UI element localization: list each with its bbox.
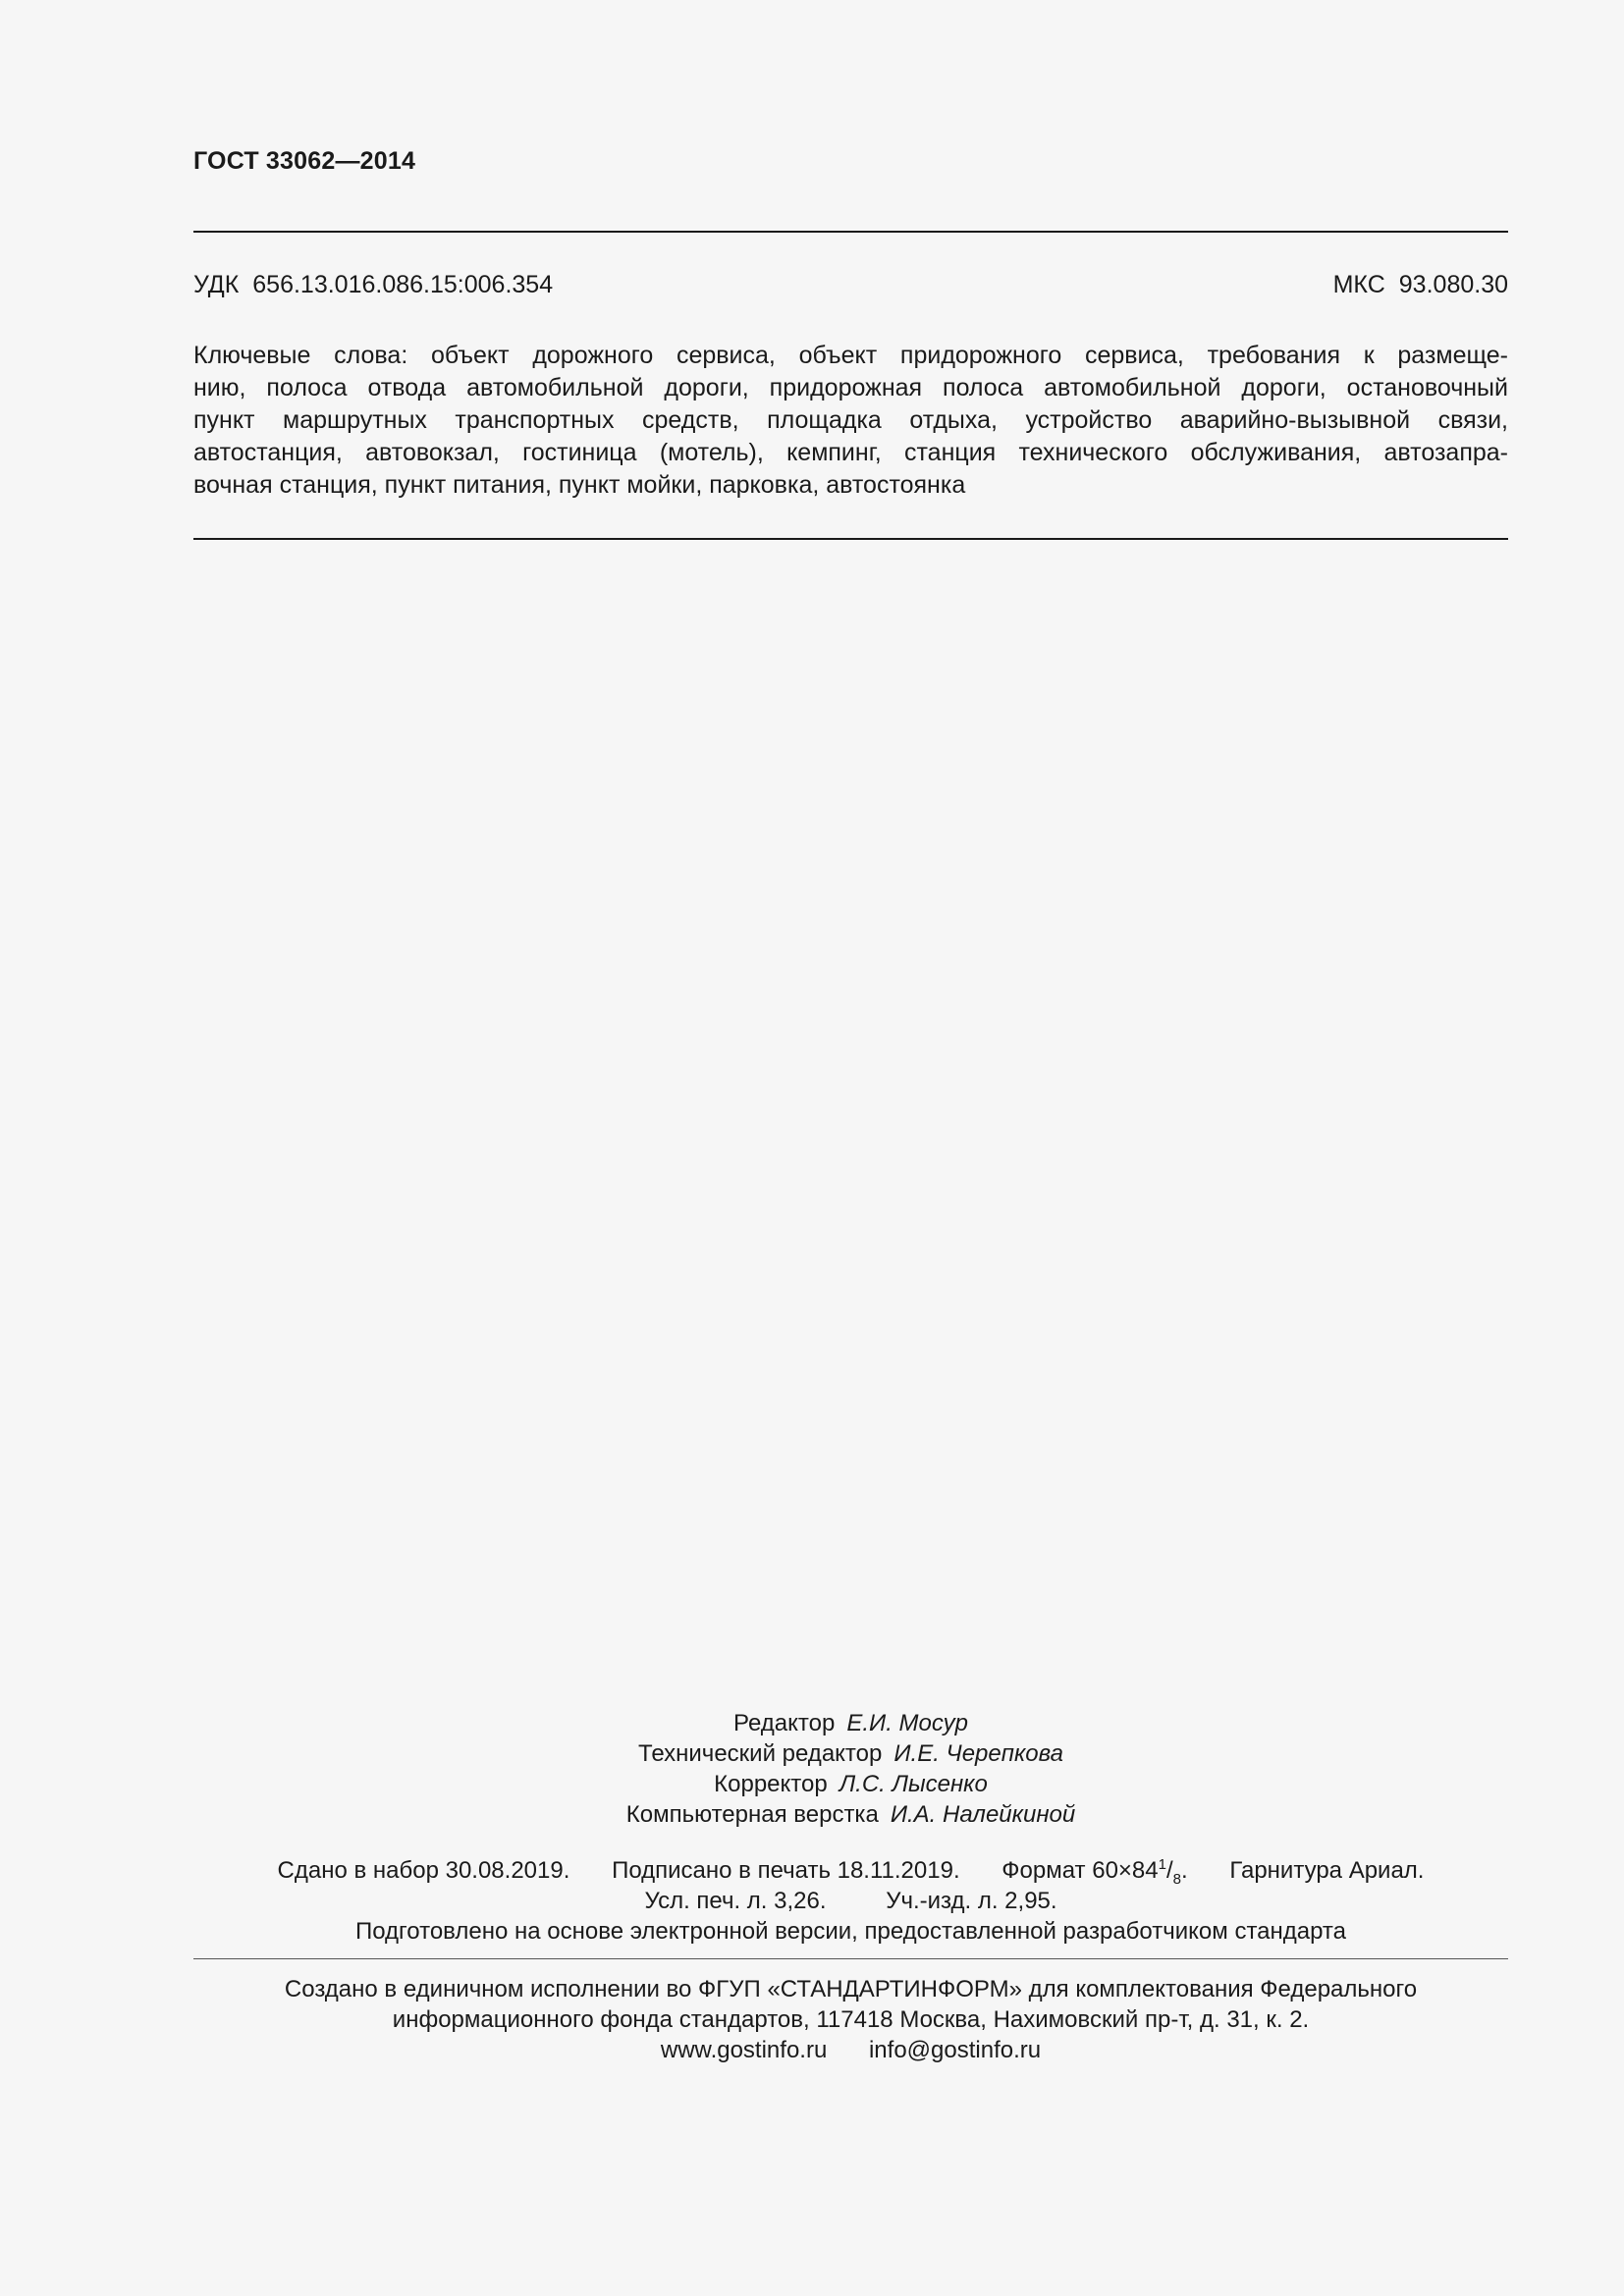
- contacts-row: [193, 2035, 1508, 2065]
- editor-name: Е.И. Мосур: [846, 1710, 968, 1736]
- proofreader-name: Л.С. Лысенко: [839, 1771, 988, 1797]
- format-suffix: .: [1180, 1857, 1188, 1884]
- footer-divider: [193, 1958, 1508, 1959]
- editor-label: Редактор: [733, 1710, 836, 1736]
- footer-line-1: Создано в единичном исполнении во ФГУП «СТАНДАРТИНФОРМ» для комплектования Федерального: [284, 1976, 1418, 2002]
- keywords-line: вочная станция, пункт питания, пункт мойки, парковка, автостоянка: [193, 471, 966, 499]
- tech-editor-row: [193, 1738, 1508, 1769]
- email-link[interactable]: info@gostinfo.ru: [868, 2037, 1042, 2063]
- keywords-line: автостанция, автовокзал, гостиница (мотель), кемпинг, станция технического обслуживания, автозапра-: [193, 439, 1508, 466]
- sheets-row: [193, 1886, 1508, 1916]
- submitted-date: Сдано в набор 30.08.2019.: [277, 1857, 570, 1884]
- mks-code: [1333, 271, 1508, 299]
- format: [1001, 1856, 1188, 1888]
- keywords-line: Ключевые слова: объект дорожного сервиса, объект придорожного сервиса, требования к размеще-: [193, 342, 1508, 369]
- print-details-row: [193, 1855, 1508, 1886]
- mks-label: МКС: [1332, 271, 1385, 298]
- layout-row: [193, 1799, 1508, 1830]
- layout-label: Компьютерная верстка: [625, 1801, 879, 1828]
- standard-code: ГОСТ 33062—2014: [193, 147, 416, 175]
- publisher-footer: [193, 1974, 1508, 2065]
- classification-row: [193, 271, 1508, 299]
- print-sheets: Усл. печ. л. 3,26.: [644, 1888, 827, 1914]
- keywords-line: нию, полоса отвода автомобильной дороги, придорожная полоса автомобильной дороги, остановочный: [193, 374, 1508, 401]
- print-info-block: [193, 1855, 1508, 1947]
- signed-date: Подписано в печать 18.11.2019.: [612, 1857, 960, 1884]
- keywords-line: пункт маршрутных транспортных средств, площадка отдыха, устройство аварийно-вызывной связи,: [193, 406, 1508, 434]
- proofreader-label: Корректор: [714, 1771, 828, 1797]
- layout-name: И.А. Налейкиной: [890, 1801, 1076, 1828]
- udk-value: 656.13.016.086.15:006.354: [252, 271, 554, 298]
- udk-code: [193, 271, 553, 299]
- typeface: Гарнитура Ариал.: [1229, 1857, 1425, 1884]
- mks-value: 93.080.30: [1398, 271, 1508, 298]
- footer-line-2: информационного фонда стандартов, 117418 Москва, Нахимовский пр-т, д. 31, к. 2.: [392, 2006, 1310, 2033]
- website-link[interactable]: www.gostinfo.ru: [660, 2037, 828, 2063]
- tech-editor-label: Технический редактор: [638, 1740, 883, 1767]
- udk-label: УДК: [193, 271, 240, 298]
- keywords-divider: [193, 538, 1508, 540]
- edition-sheets: Уч.-изд. л. 2,95.: [886, 1888, 1057, 1914]
- format-sup: 1: [1158, 1856, 1166, 1873]
- format-sep: /: [1165, 1857, 1173, 1884]
- keywords-paragraph: [193, 340, 1508, 502]
- format-prefix: Формат 60×84: [1001, 1857, 1159, 1884]
- tech-editor-name: И.Е. Черепкова: [893, 1740, 1063, 1767]
- prepared-note: Подготовлено на основе электронной версии, предоставленной разработчиком стандарта: [354, 1918, 1347, 1945]
- top-divider: [193, 231, 1508, 233]
- format-sub: 8: [1172, 1870, 1181, 1888]
- credits-block: [193, 1708, 1508, 1830]
- editor-row: [193, 1708, 1508, 1738]
- proofreader-row: [193, 1769, 1508, 1799]
